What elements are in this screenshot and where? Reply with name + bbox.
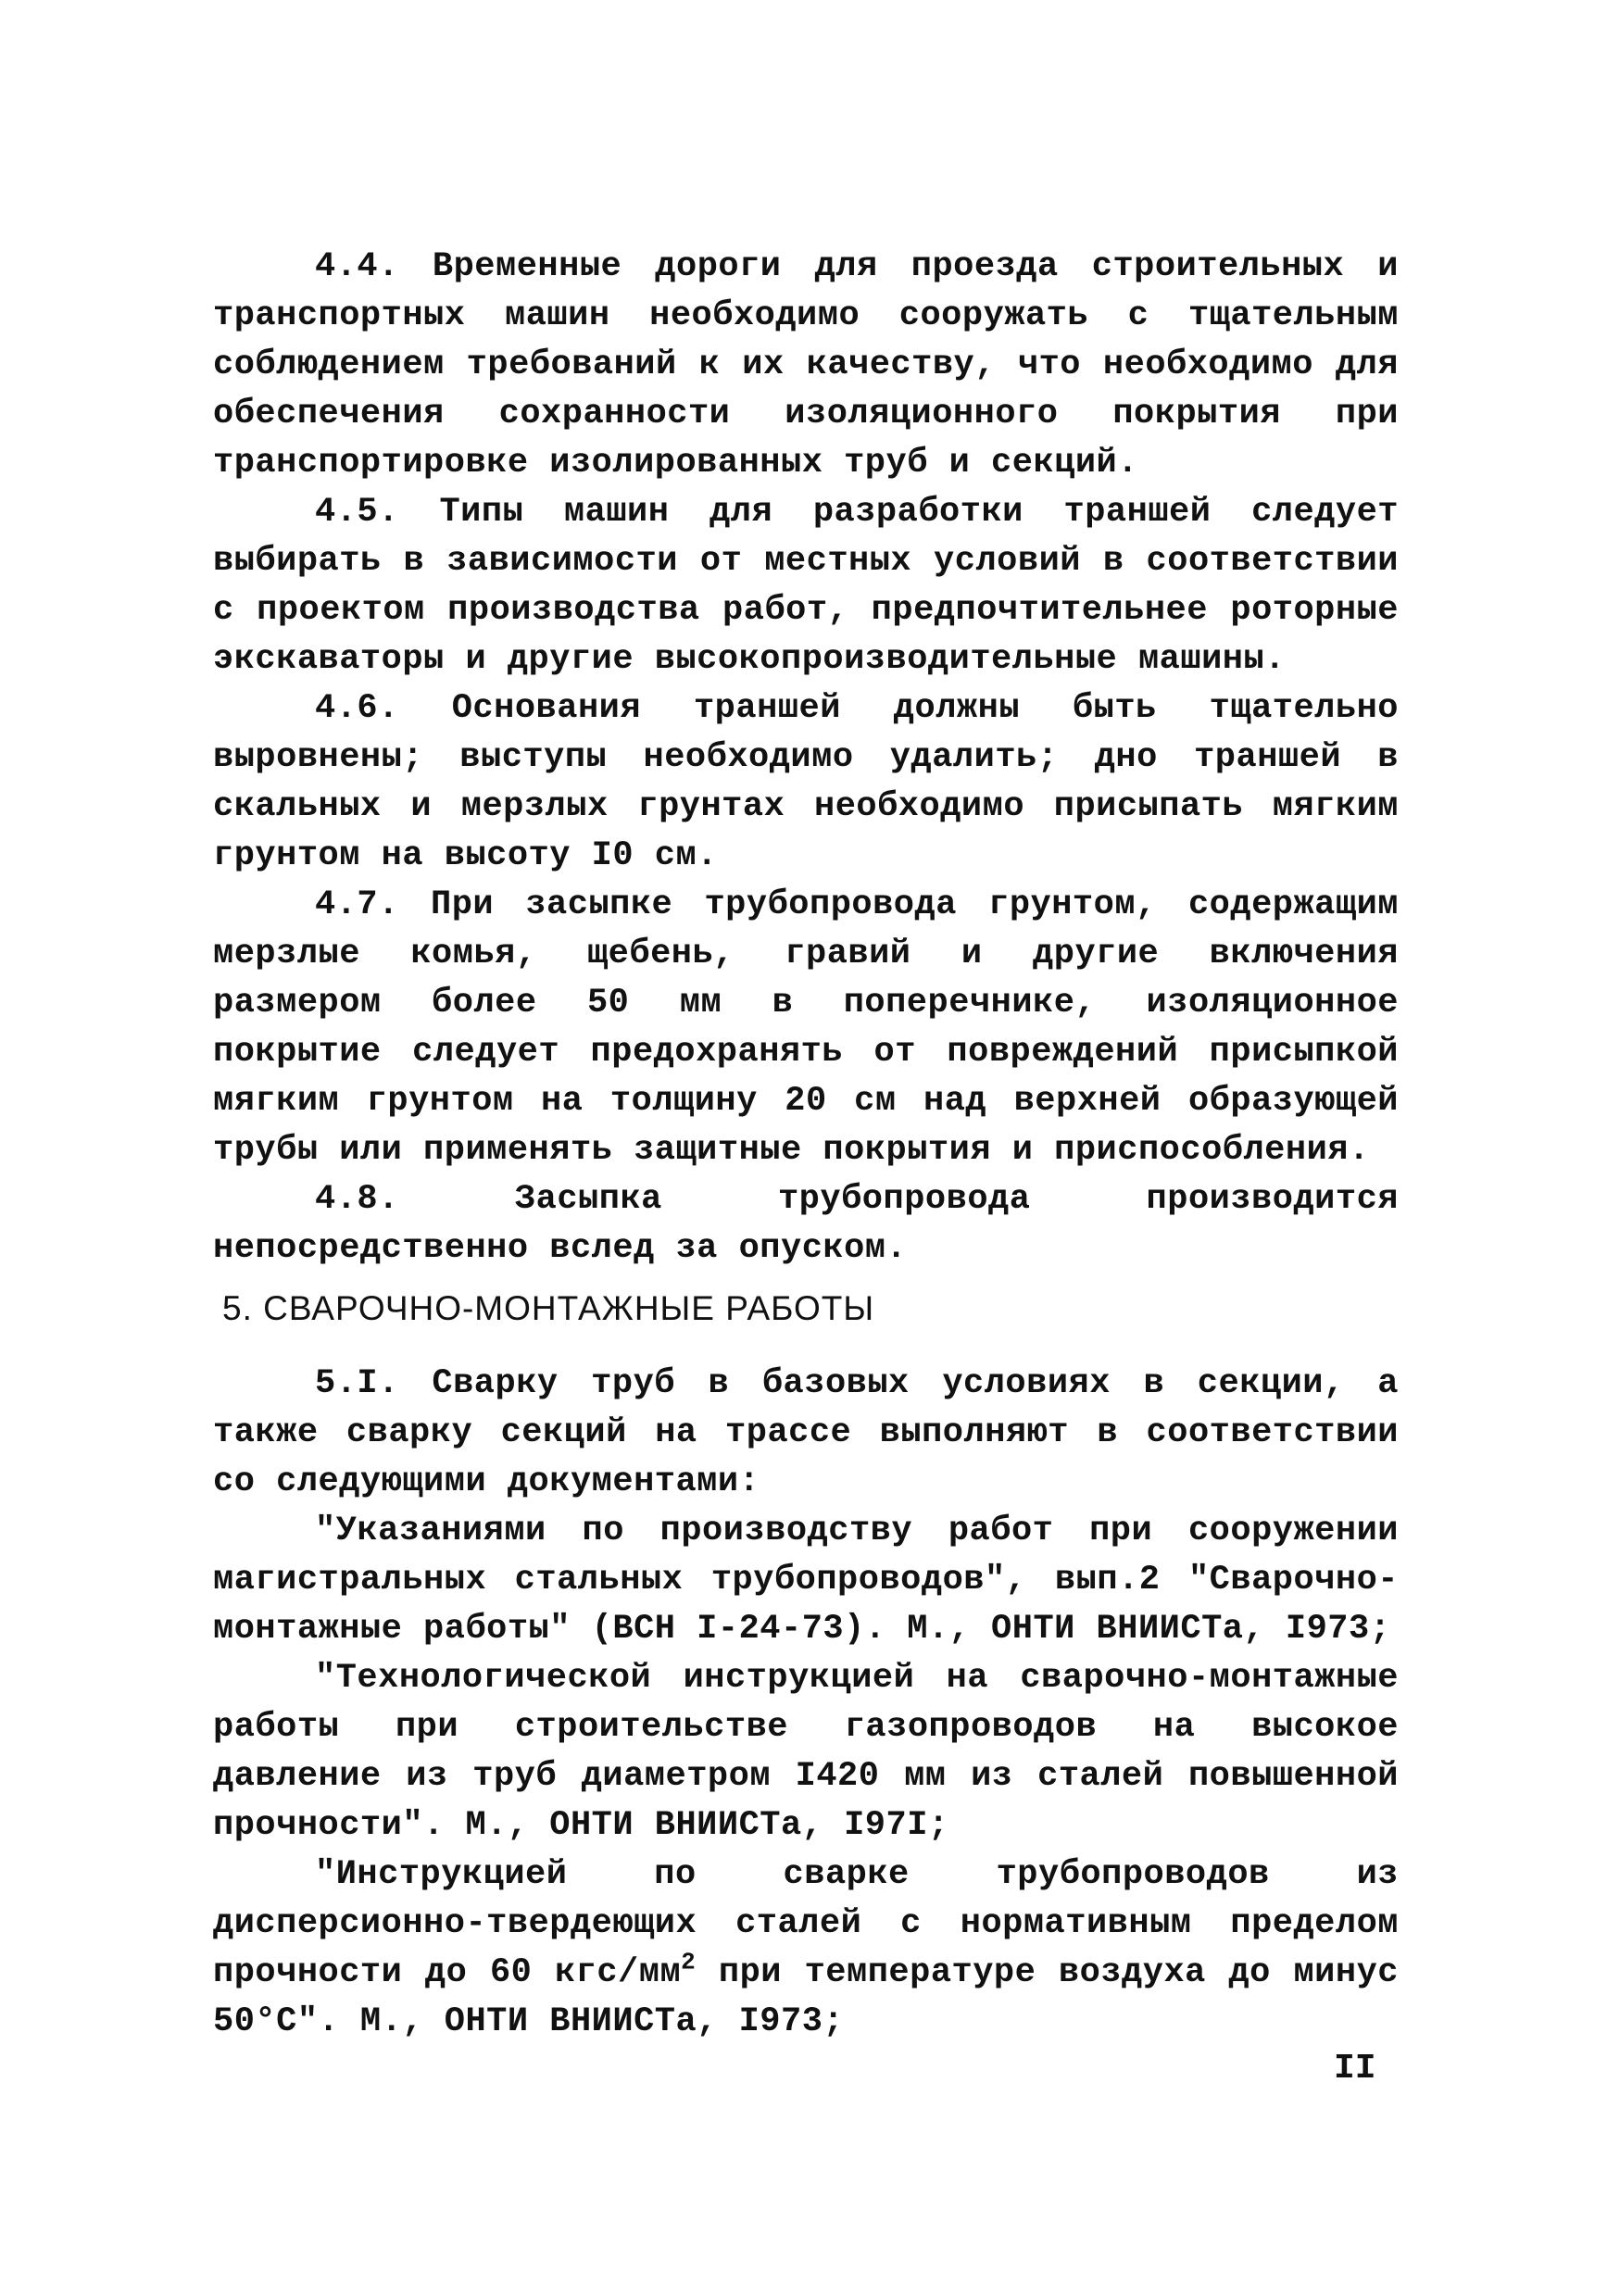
superscript-squared: 2	[681, 1948, 697, 1976]
section-5-heading: 5. СВАРОЧНО-МОНТАЖНЫЕ РАБОТЫ	[222, 1289, 875, 1327]
paragraph-4-4: 4.4. Временные дороги для проезда строительных и транспортных машин необходимо сооружать с тщательным соблюдением требований к их качеству, что необходимо для обеспечения сохранности изоляционного покрытия при транспортировке изолированных труб и секций.	[213, 247, 1399, 483]
paragraph-4-8: 4.8. Засыпка трубопровода производится непосредственно вслед за опуском.	[213, 1180, 1399, 1268]
document-reference-3-end: при температуре воздуха до минус 50°С". М., ОНТИ ВНИИСТа, I973;	[213, 1953, 1399, 2041]
document-reference-1: "Указаниями по производству работ при сооружении магистральных стальных трубопроводов", вып.2 "Сварочно-монтажные работы" (ВСН I-24-73). М., ОНТИ ВНИИСТа, I973;	[213, 1512, 1399, 1649]
document-reference-3-text: "Инструкцией по сварке трубопроводов из дисперсионно-твердеющих сталей с нормативным пределом прочности до 60 кгс/мм	[213, 1855, 1399, 1992]
section-5-text	[213, 1360, 1399, 2047]
paragraph-4-6: 4.6. Основания траншей должны быть тщательно выровнены; выступы необходимо удалить; дно траншей в скальных и мерзлых грунтах необходимо присыпать мягким грунтом на высоту I0 см.	[213, 689, 1399, 875]
page-number: II	[1334, 2049, 1376, 2089]
paragraph-4-5: 4.5. Типы машин для разработки траншей следует выбирать в зависимости от местных условий в соответствии с проектом производства работ, предпочтительнее роторные экскаваторы и другие высокопроизводительные машины.	[213, 493, 1399, 679]
document-reference-3	[213, 1851, 1399, 2047]
document-reference-2: "Технологической инструкцией на сварочно-монтажные работы при строительстве газопроводов на высокое давление из труб диаметром I420 мм из сталей повышенной прочности". М., ОНТИ ВНИИСТа, I97I;	[213, 1659, 1399, 1845]
paragraph-5-1: 5.I. Сварку труб в базовых условиях в секции, а также сварку секций на трассе выполняют в соответствии со следующими документами:	[213, 1364, 1399, 1501]
paragraph-4-7: 4.7. При засыпке трубопровода грунтом, содержащим мерзлые комья, щебень, гравий и другие включения размером более 50 мм в поперечнике, изоляционное покрытие следует предохранять от повреждений присыпкой мягким грунтом на толщину 20 см над верхней образующей трубы или применять защитные покрытия и приспособления.	[213, 885, 1399, 1170]
section-4-text	[213, 243, 1399, 1273]
